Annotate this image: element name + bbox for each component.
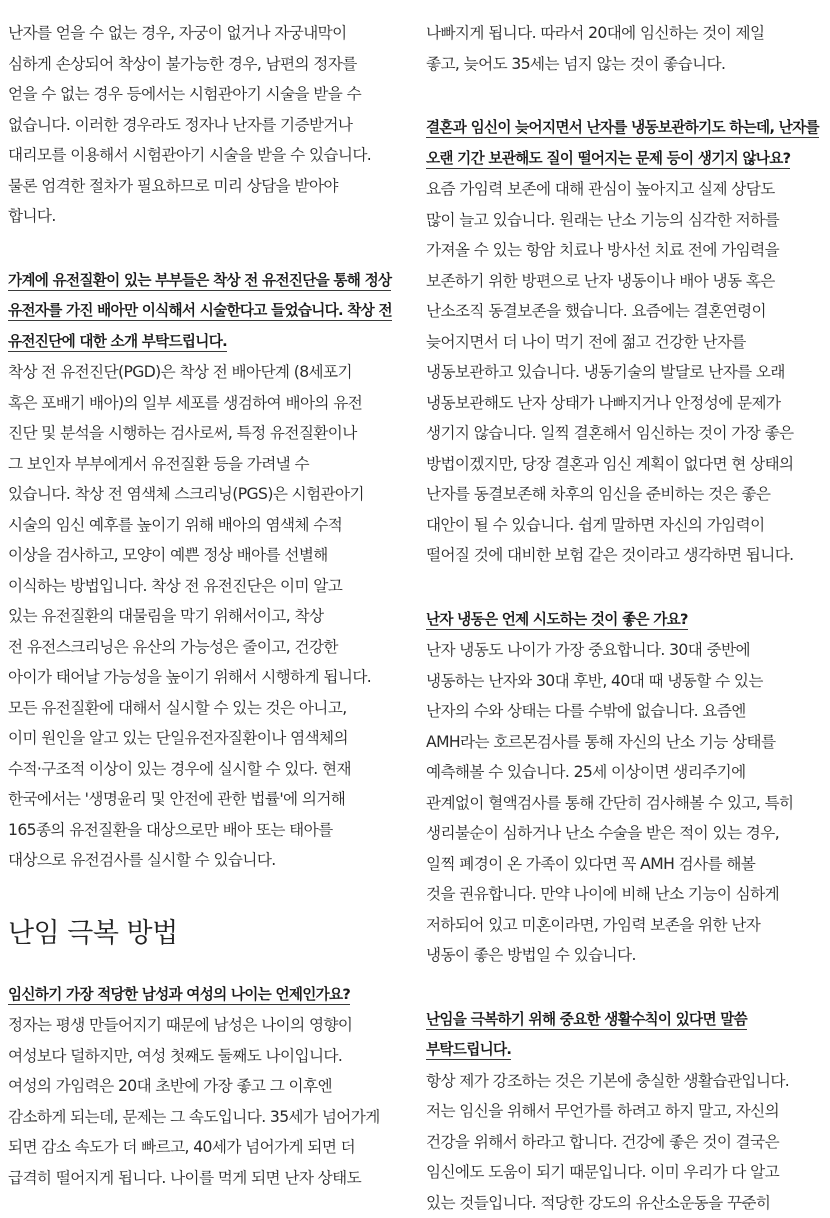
- question-freeze: [426, 113, 824, 174]
- section-title: 난임 극복 방법: [8, 916, 403, 952]
- answer-freeze: 요즘 가임력 보존에 대해 관심이 높아지고 실제 상담도 많이 늘고 있습니다. 원래는 난소 기능의 심각한 저하를 가져올 수 있는 항암 치료나 방사선 치료 전에 가임력을 보존하기 위한 방편으로 난자 냉동이나 배아 냉동 혹은 난소조직 동결보존을 했습니다. 요즘에는 결혼연령이 늦어지면서 더 나이 먹기 전에 젊고 건강한 난자를 냉동보관하고 있습니다. 냉동기술의 발달로 난자를 오래 냉동보관해도 난자 상태가 나빠지거나 안정성에 문제가 생기지 않습니다. 일찍 결혼해서 임신하는 것이 가장 좋은 방법이겠지만, 당장 결혼과 임신 계획이 없다면 현 상태의 난자를 동결보존해 차후의 임신을 준비하는 것은 좋은 대안이 될 수 있습니다. 쉽게 말하면 자신의 가임력이 떨어질 것에 대비한 보험 같은 것이라고 생각하면 됩니다.: [426, 174, 824, 571]
- question-pgd-text: 가계에 유전질환이 있는 부부들은 착상 전 유전진단을 통해 정상 유전자를 가진 배아만 이식해서 시술한다고 들었습니다. 착상 전 유전진단에 대한 소개 부탁드립니다.: [8, 272, 392, 352]
- answer-age-continued: 나빠지게 됩니다. 따라서 20대에 임신하는 것이 제일 좋고, 늦어도 35세는 넘지 않는 것이 좋습니다.: [426, 18, 824, 79]
- answer-habits: 항상 제가 강조하는 것은 기본에 충실한 생활습관입니다. 저는 임신을 위해서 무언가를 하려고 하지 말고, 자신의 건강을 위해서 하라고 합니다. 건강에 좋은 것이 결국은 임신에도 도움이 되기 때문입니다. 이미 우리가 다 알고 있는 것들입니다. 적당한 강도의 유산소운동을 꾸준히: [426, 1066, 824, 1218]
- question-age-text: 임신하기 가장 적당한 남성과 여성의 나이는 언제인가요?: [8, 986, 350, 1005]
- question-pgd: [8, 266, 403, 358]
- left-column: [8, 18, 403, 1193]
- question-when-text: 난자 냉동은 언제 시도하는 것이 좋은 가요?: [426, 611, 688, 630]
- answer-pgd: 착상 전 유전진단(PGD)은 착상 전 배아단계 (8세포기 혹은 포배기 배아)의 일부 세포를 생검하여 배아의 유전 진단 및 분석을 시행하는 검사로써, 특정 유전질환이나 그 보인자 부부에게서 유전질환 등을 가려낼 수 있습니다. 착상 전 염색체 스크리닝(PGS)은 시험관아기 시술의 임신 예후를 높이기 위해 배아의 염색체 수적 이상을 검사하고, 모양이 예쁜 정상 배아를 선별해 이식하는 방법입니다. 착상 전 유전진단은 이미 알고 있는 유전질환의 대물림을 막기 위해서이고, 착상 전 유전스크리닝은 유산의 가능성은 줄이고, 건강한 아이가 태어날 가능성을 높이기 위해서 시행하게 됩니다. 모든 유전질환에 대해서 실시할 수 있는 것은 아니고, 이미 원인을 알고 있는 단일유전자질환이나 염색체의 수적·구조적 이상이 있는 경우에 실시할 수 있다. 현재 한국에서는 '생명윤리 및 안전에 관한 법률'에 의거해 165종의 유전질환을 대상으로만 배아 또는 태아를 대상으로 유전검사를 실시할 수 있습니다.: [8, 357, 403, 876]
- question-age: [8, 980, 403, 1011]
- answer-when: 난자 냉동도 나이가 가장 중요합니다. 30대 중반에 냉동하는 난자와 30대 후반, 40대 때 냉동할 수 있는 난자의 수와 상태는 다를 수밖에 없습니다. 요즘엔 AMH라는 호르몬검사를 통해 자신의 난소 기능 상태를 예측해볼 수 있습니다. 25세 이상이면 생리주기에 관계없이 혈액검사를 통해 간단히 검사해볼 수 있고, 특히 생리불순이 심하거나 난소 수술을 받은 적이 있는 경우, 일찍 폐경이 온 가족이 있다면 꼭 AMH 검사를 해볼 것을 권유합니다. 만약 나이에 비해 난소 기능이 심하게 저하되어 있고 미혼이라면, 가임력 보존을 위한 난자 냉동이 좋은 방법일 수 있습니다.: [426, 635, 824, 971]
- question-habits-text: 난임을 극복하기 위해 중요한 생활수칙이 있다면 말씀 부탁드립니다.: [426, 1011, 747, 1061]
- question-habits: [426, 1005, 824, 1066]
- answer-age: 정자는 평생 만들어지기 때문에 남성은 나이의 영향이 여성보다 덜하지만, 여성 첫째도 둘째도 나이입니다. 여성의 가임력은 20대 초반에 가장 좋고 그 이후엔 감소하게 되는데, 문제는 그 속도입니다. 35세가 넘어가게 되면 감소 속도가 더 빠르고, 40세가 넘어가게 되면 더 급격히 떨어지게 됩니다. 나이를 먹게 되면 난자 상태도: [8, 1010, 403, 1193]
- right-column: [426, 18, 824, 1218]
- intro-paragraph: 난자를 얻을 수 없는 경우, 자궁이 없거나 자궁내막이 심하게 손상되어 착상이 불가능한 경우, 남편의 정자를 얻을 수 없는 경우 등에서는 시험관아기 시술을 받을 수 없습니다. 이러한 경우라도 정자나 난자를 기증받거나 대리모를 이용해서 시험관아기 시술을 받을 수 있습니다. 물론 엄격한 절차가 필요하므로 미리 상담을 받아야 합니다.: [8, 18, 403, 232]
- question-when: [426, 605, 824, 636]
- question-freeze-text: 결혼과 임신이 늦어지면서 난자를 냉동보관하기도 하는데, 난자를 오랜 기간 보관해도 질이 떨어지는 문제 등이 생기지 않나요?: [426, 119, 819, 169]
